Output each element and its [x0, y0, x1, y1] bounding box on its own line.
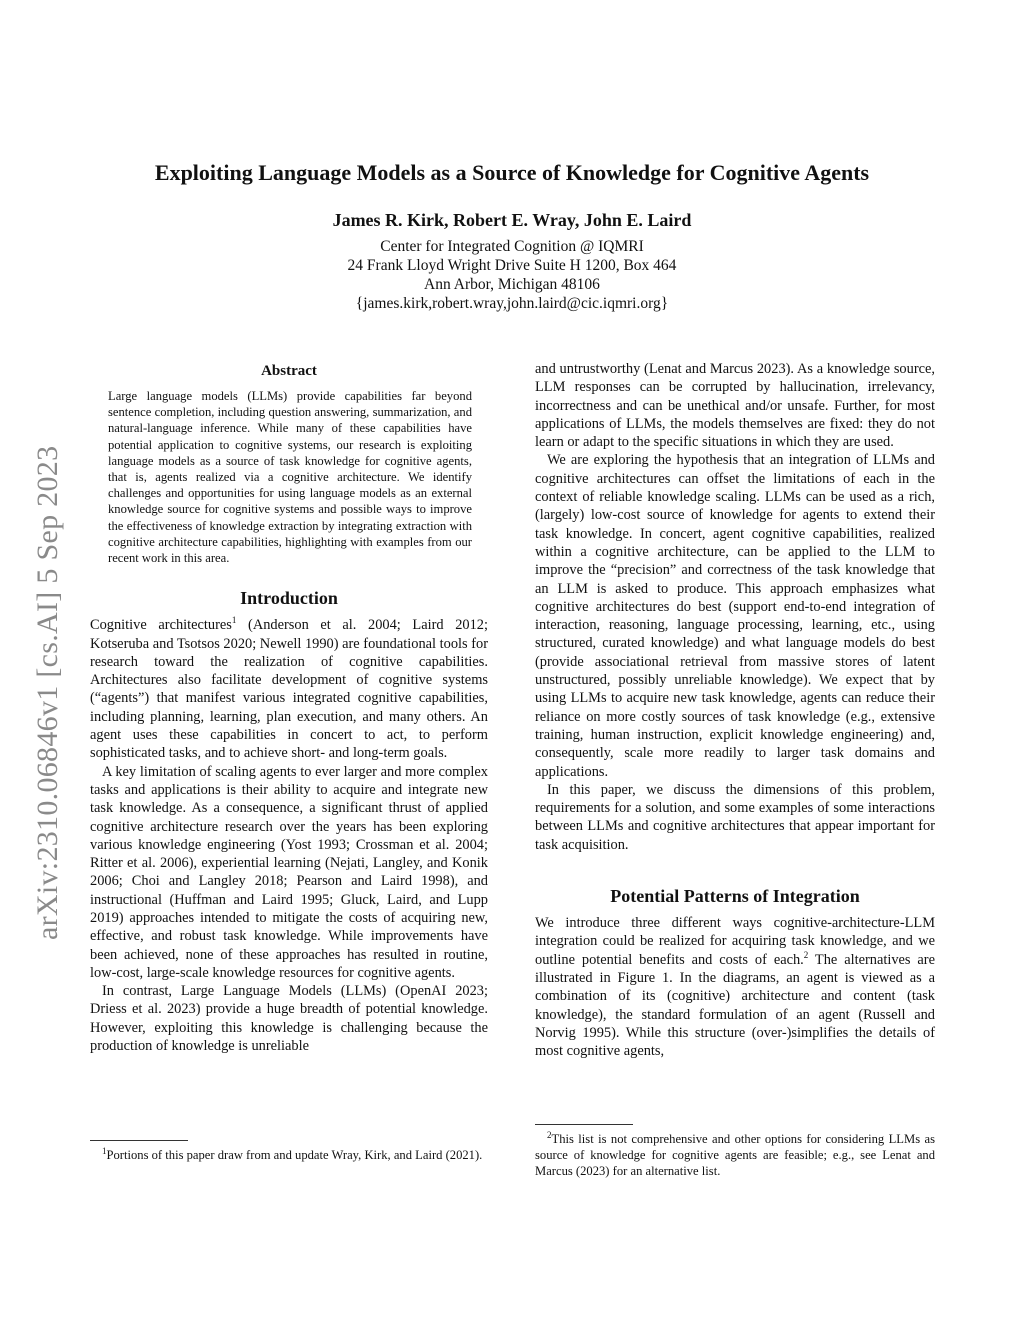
affiliation-line: Center for Integrated Cognition @ IQMRI [380, 238, 644, 255]
patterns-heading: Potential Patterns of Integration [610, 886, 860, 907]
right-footnotes [535, 1120, 935, 1179]
intro-paragraph-3: In contrast, Large Language Models (LLMs) (OpenAI 2023; Driess et al. 2023) provide a huge breadth of potential knowledge. However, exploiting this knowledge is challenging because the production of knowledge is unreliable [90, 983, 488, 1055]
footnote-2-mark: 2 [547, 1129, 552, 1140]
affiliation-email: {james.kirk,robert.wray,john.laird@cic.iqmri.org} [355, 295, 669, 312]
footnote-1 [90, 1147, 488, 1163]
intro-paragraph-2: A key limitation of scaling agents to ever larger and more complex tasks and applications is their ability to acquire and integrate new task knowledge. As a consequence, a significant thrust of applied cognitive architecture research over the years has been exploring various knowledge engineering (Yost 1993; Crossman et al. 2004; Ritter et al. 2006), experiential learning (Nejati, Langley, and Konik 2006; Choi and Langley 2018; Pearson and Laird 1998), and instructional (Huffman and Laird 1995; Gluck, Laird, and Lupp 2019) approaches intended to mitigate the costs of acquiring new, effective, and robust task knowledge. While improvements have been achieved, none of these approaches has resulted in routine, low-cost, large-scale knowledge resources for cognitive agents. [90, 763, 488, 981]
patterns-p1-rest: The alternatives are illustrated in Figure 1. In the diagrams, an agent is viewed as a combination of its (cognitive) architecture and content (task knowledge), the standard formulation of an agent (Russell and Norvig 1995). While this structure (over-)simplifies the details of most cognitive agents, [535, 951, 935, 1060]
intro-paragraph-4: We are exploring the hypothesis that an integration of LLMs and cognitive architectures can offset the limitations of each in the context of reliable knowledge scaling. LLMs can be used as a rich, (largely) low-cost source of knowledge for agents to extend their task knowledge. In concert, agent cognitive capabilities, realized within a cognitive architecture, can be applied to the LLM to improve the “precision” and correctness of the task knowledge that an LLM is asked to produce. This approach emphasizes what cognitive architectures do best (support end-to-end integration of interaction, reasoning, language processing, learning, etc., using structured, curated knowledge) and what language models do best (provide associational retrieval from massive stores of latent unstructured, possibly unreliable knowledge). We expect that by using LLMs to acquire new task knowledge, agents can reduce their reliance on more costly sources of task knowledge (e.g., extensive training, human instruction, explicit knowledge engineering) and, consequently, scale more readily to larger task domains and applications. [535, 452, 935, 780]
intro-p1-rest: (Anderson et al. 2004; Laird 2012; Kotseruba and Tsotsos 2020; Newell 1990) are foundational tools for research toward the realization of cognitive capabilities. Architectures also facilitate development of cognitive systems (“agents”) that manifest various integrated cognitive capabilities, including planning, learning, plan execution, and many others. An agent uses these capabilities in concert to act, to perform sophisticated tasks, and to achieve short- and long-term goals. [90, 617, 488, 762]
intro-paragraph-3-continued: and untrustworthy (Lenat and Marcus 2023). As a knowledge source, LLM responses can be corrupted by hallucination, irrelevancy, incorrectness and can be unethical and/or unsafe. Further, for most applications of LLMs, the models themselves are fixed: they do not learn or adapt to the specific situations in which they are used. [535, 361, 935, 451]
abstract-heading: Abstract [261, 363, 317, 379]
footnote-rule [90, 1140, 188, 1141]
authors: James R. Kirk, Robert E. Wray, John E. Laird [332, 210, 692, 230]
left-footnotes [90, 1136, 488, 1163]
affiliation [0, 237, 1024, 313]
intro-paragraph-5: In this paper, we discuss the dimensions of this problem, requirements for a solution, and some examples of some interactions between LLMs and cognitive architectures that appear important for task acquisition. [535, 781, 935, 853]
right-column [535, 360, 935, 1178]
left-column [90, 360, 488, 1162]
footnote-mark-1: 1 [231, 615, 237, 626]
introduction-heading: Introduction [240, 588, 338, 609]
affiliation-line: Ann Arbor, Michigan 48106 [424, 276, 600, 293]
footnote-mark-2: 2 [803, 949, 809, 960]
footnote-1-mark: 1 [102, 1145, 107, 1156]
abstract-text: Large language models (LLMs) provide capabilities far beyond sentence completion, including question answering, summarization, and natural-language inference. While many of these capabilities have potential application to cognitive systems, our research is exploiting language models as a source of task knowledge for cognitive agents, that is, agents realized via a cognitive architecture. We identify challenges and opportunities for using language models as an external knowledge source for cognitive systems and possible ways to improve the effectiveness of knowledge extraction by integrating extraction with cognitive architecture capabilities, highlighting with examples from our recent work in this area. [108, 389, 472, 566]
paper-title: Exploiting Language Models as a Source of Knowledge for Cognitive Agents [154, 160, 870, 185]
patterns-p1-lead: We introduce three different ways cognitive-architecture-LLM integration could be realized for acquiring task knowledge, and we outline potential benefits and costs of each. [535, 915, 935, 968]
arxiv-stamp: arXiv:2310.06846v1 [cs.AI] 5 Sep 2023 [31, 445, 64, 940]
footnote-rule [535, 1124, 633, 1125]
intro-paragraph-1 [90, 616, 488, 762]
footnote-2-text: This list is not comprehensive and other options for considering LLMs as source of knowledge for cognitive agents are feasible; e.g., see Lenat and Marcus (2023) for an alternative list. [535, 1132, 935, 1178]
footnote-1-text: Portions of this paper draw from and update Wray, Kirk, and Laird (2021). [106, 1148, 483, 1162]
intro-p1-lead: Cognitive architectures [90, 617, 232, 634]
patterns-paragraph-1 [535, 914, 935, 1060]
footnote-2 [535, 1131, 935, 1179]
affiliation-line: 24 Frank Lloyd Wright Drive Suite H 1200, Box 464 [347, 257, 677, 274]
